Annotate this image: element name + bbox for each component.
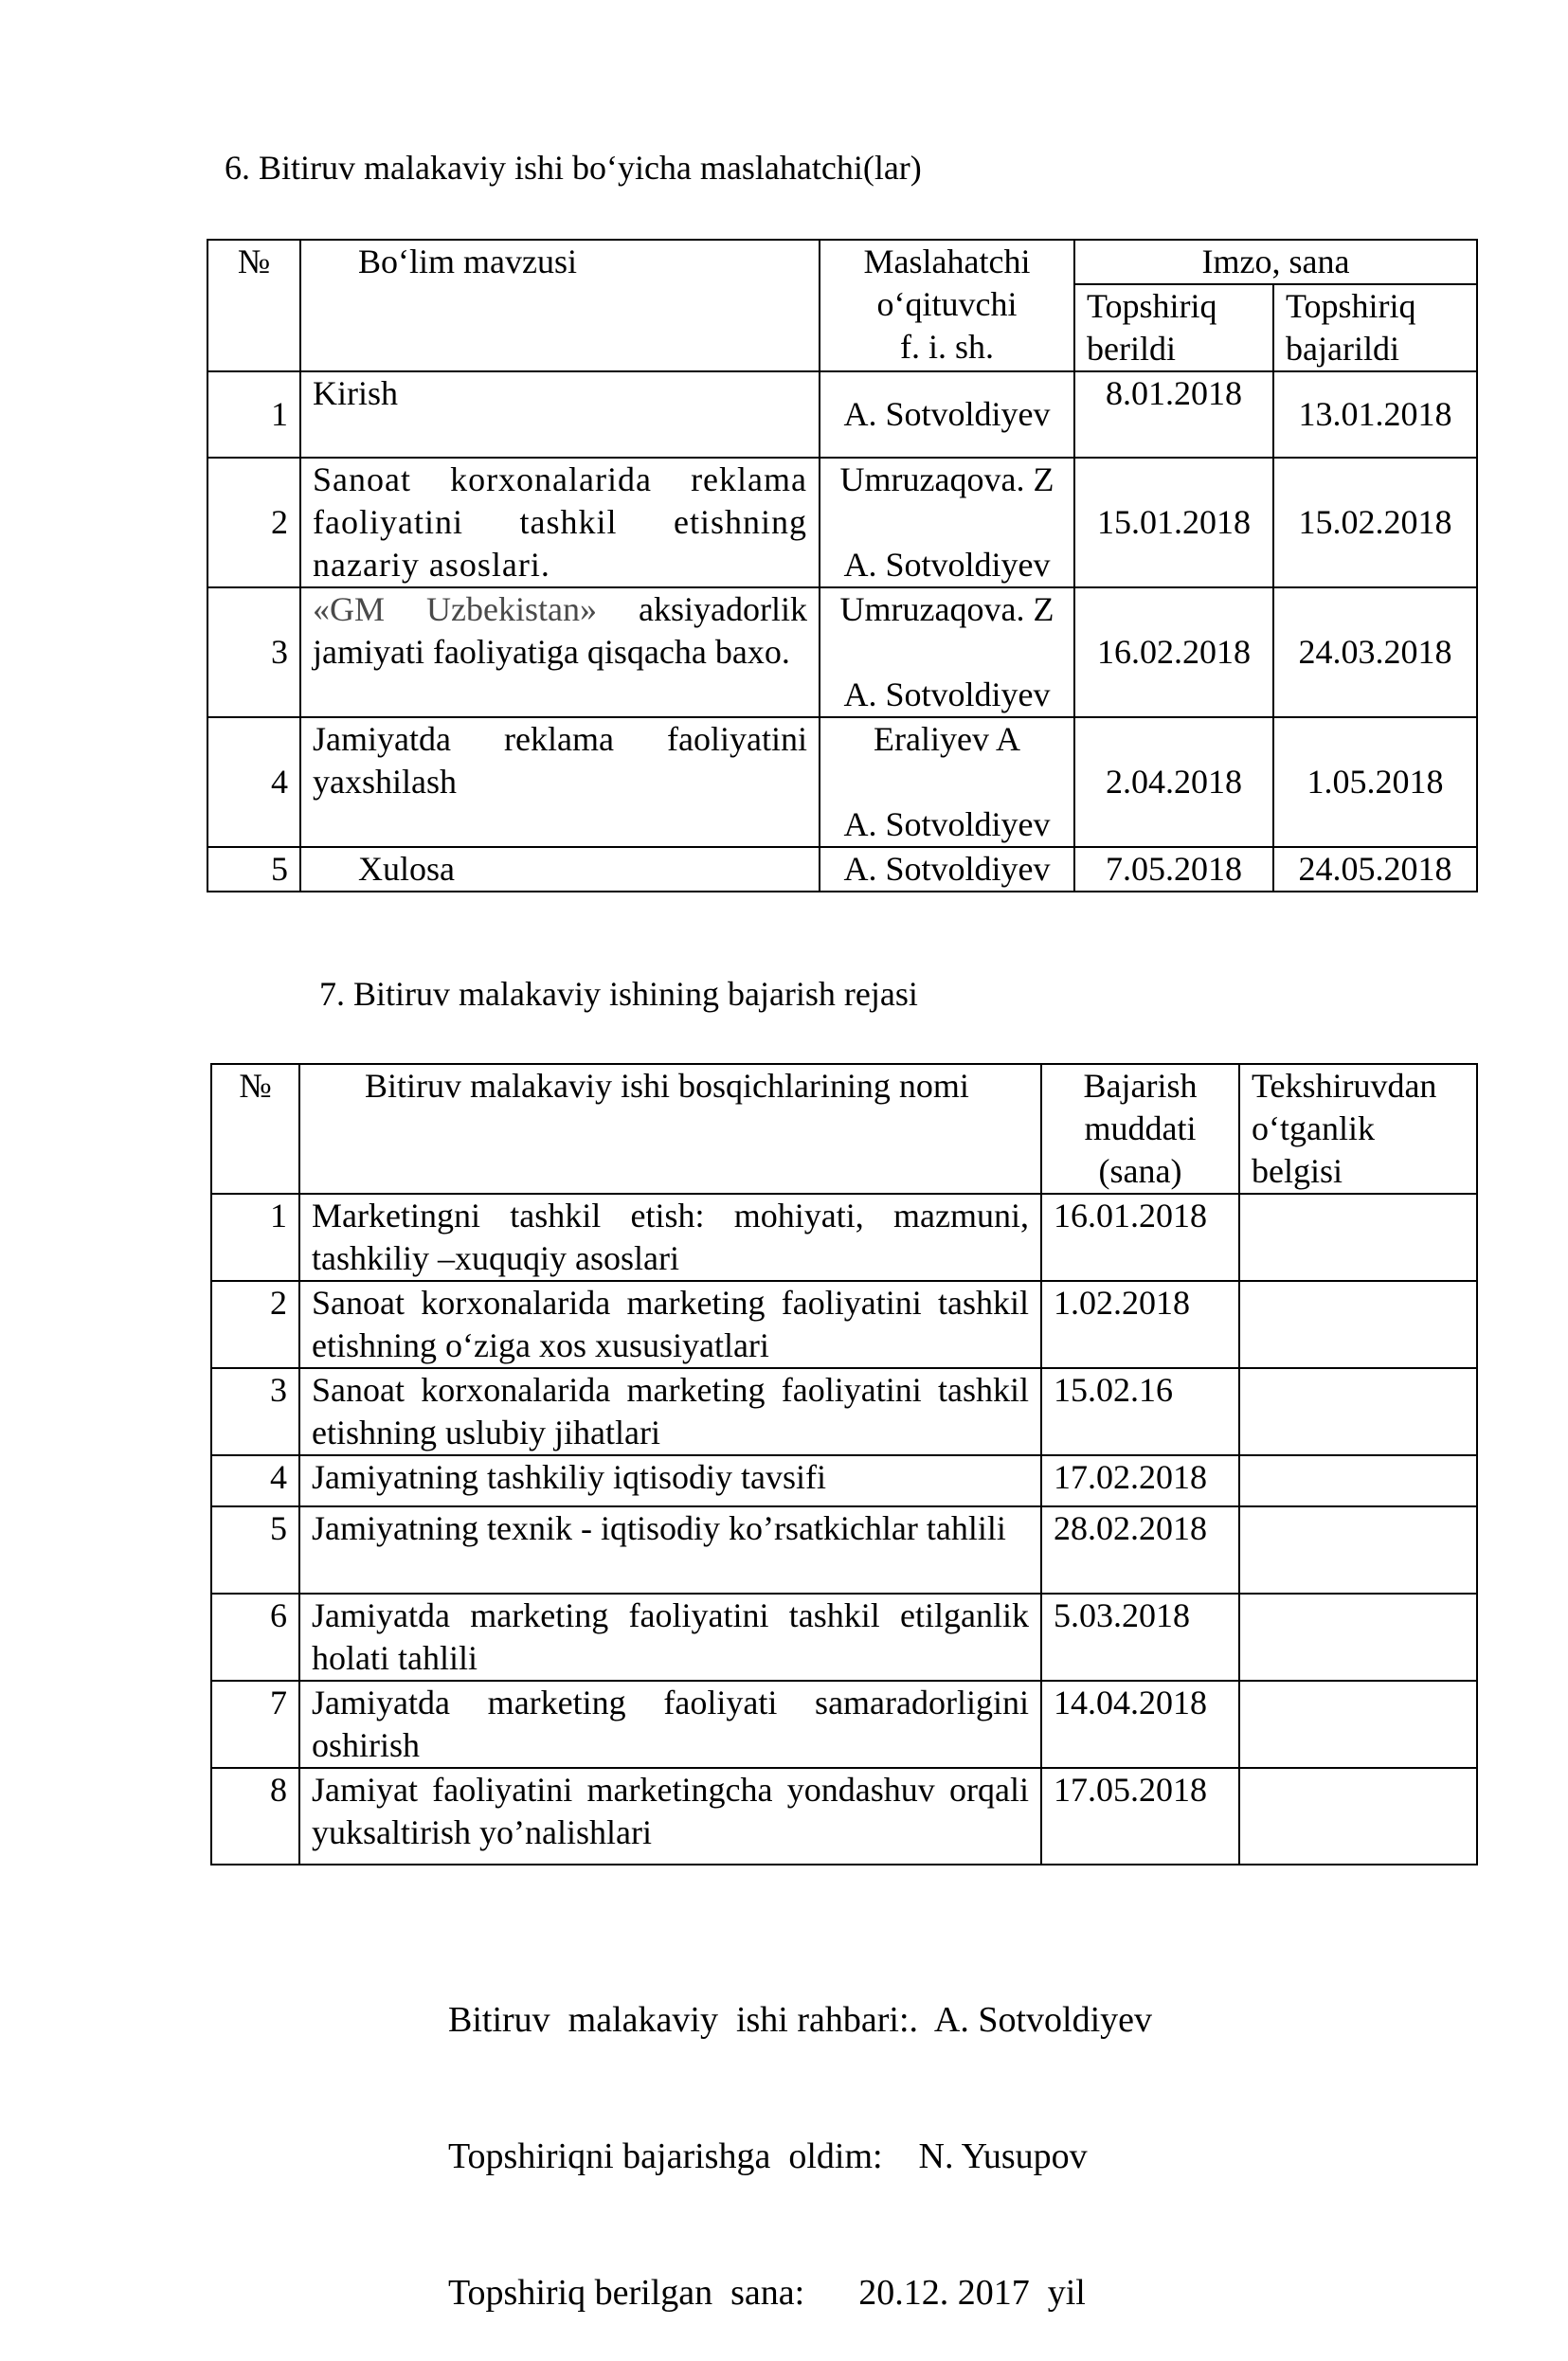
table-row [211, 1368, 1477, 1455]
header-check-line1: Tekshiruvdan [1252, 1067, 1437, 1105]
row-num: 4 [207, 717, 300, 847]
row-deadline: 15.02.16 [1041, 1368, 1239, 1455]
row-given-date: 8.01.2018 [1074, 371, 1273, 458]
header-signature: Imzo, sana [1074, 240, 1477, 284]
header-check-line2: o‘tganlik [1252, 1109, 1375, 1147]
row-deadline: 5.03.2018 [1041, 1594, 1239, 1681]
issue-date-line: Topshiriq berilgan sana: 20.12. 2017 yil [448, 2273, 1086, 2313]
header-advisor-line2: o‘qituvchi [876, 285, 1018, 323]
header-advisor-line1: Maslahatchi [863, 243, 1031, 280]
header-check-line3: belgisi [1252, 1152, 1343, 1190]
row-given-date: 7.05.2018 [1074, 847, 1273, 892]
advisors-header-row [207, 240, 1477, 284]
header-topic: Bo‘lim mavzusi [300, 240, 820, 371]
row-topic-rest: aksiyadorlik jamiyati faoliyatiga qisqacha baxo. [313, 590, 807, 671]
row-num: 8 [211, 1768, 299, 1865]
table-row [211, 1506, 1477, 1594]
row-topic [300, 587, 820, 717]
row-num: 2 [211, 1281, 299, 1368]
header-given [1074, 284, 1273, 371]
table-row [207, 587, 1477, 717]
header-given-line2: berildi [1087, 330, 1176, 368]
header-given-line1: Topshiriq [1087, 287, 1217, 325]
header-deadline [1041, 1064, 1239, 1194]
row-check [1239, 1681, 1477, 1768]
row-num: 2 [207, 458, 300, 587]
row-advisor: A. Sotvoldiyev [820, 371, 1074, 458]
row-stage: Jamiyatning tashkiliy iqtisodiy tavsifi [299, 1455, 1041, 1506]
table-row [211, 1681, 1477, 1768]
row-check [1239, 1194, 1477, 1281]
row-check [1239, 1368, 1477, 1455]
row-topic: Sanoat korxonalarida reklama faoliyatini tashkil etishning nazariy asoslari. [300, 458, 820, 587]
advisor-top: Eraliyev A [874, 720, 1020, 758]
table-row [211, 1594, 1477, 1681]
row-deadline: 16.01.2018 [1041, 1194, 1239, 1281]
table-row [211, 1455, 1477, 1506]
row-stage: Jamiyat faoliyatini marketingcha yondashuv orqali yuksaltirish yo’nalishlari [299, 1768, 1041, 1865]
plan-table [210, 1063, 1478, 1865]
row-num: 1 [211, 1194, 299, 1281]
row-given-date: 2.04.2018 [1074, 717, 1273, 847]
row-stage: Jamiyatda marketing faoliyati samaradorligini oshirish [299, 1681, 1041, 1768]
header-done [1273, 284, 1477, 371]
row-num: 3 [207, 587, 300, 717]
accepted-by-line: Topshiriqni bajarishga oldim: N. Yusupov [448, 2136, 1088, 2176]
header-num: № [207, 240, 300, 371]
header-done-line2: bajarildi [1286, 330, 1399, 368]
row-stage: Jamiyatning texnik - iqtisodiy ko’rsatkichlar tahlili [299, 1506, 1041, 1594]
row-done-date: 13.01.2018 [1273, 371, 1477, 458]
table-row [211, 1194, 1477, 1281]
row-given-date: 15.01.2018 [1074, 458, 1273, 587]
row-num: 4 [211, 1455, 299, 1506]
row-check [1239, 1455, 1477, 1506]
section6-title: 6. Bitiruv malakaviy ishi bo‘yicha maslahatchi(lar) [225, 149, 922, 187]
header-stage: Bitiruv malakaviy ishi bosqichlarining nomi [299, 1064, 1041, 1194]
row-deadline: 28.02.2018 [1041, 1506, 1239, 1594]
row-advisor [820, 587, 1074, 717]
row-topic: Xulosa [300, 847, 820, 892]
row-check [1239, 1594, 1477, 1681]
table-row [207, 371, 1477, 458]
table-row [207, 717, 1477, 847]
row-stage: Sanoat korxonalarida marketing faoliyatini tashkil etishning uslubiy jihatlari [299, 1368, 1041, 1455]
row-check [1239, 1281, 1477, 1368]
row-stage: Marketingni tashkil etish: mohiyati, mazmuni, tashkiliy –xuquqiy asoslari [299, 1194, 1041, 1281]
row-num: 5 [207, 847, 300, 892]
advisor-top: Umruzaqova. Z [839, 590, 1054, 628]
row-done-date: 24.05.2018 [1273, 847, 1477, 892]
header-advisor-line3: f. i. sh. [900, 328, 994, 366]
brand-name: «GM Uzbekistan» [313, 590, 597, 628]
row-done-date: 1.05.2018 [1273, 717, 1477, 847]
row-done-date: 15.02.2018 [1273, 458, 1477, 587]
row-advisor [820, 717, 1074, 847]
row-given-date: 16.02.2018 [1074, 587, 1273, 717]
signoff-block [448, 1906, 1152, 2361]
table-row [207, 458, 1477, 587]
table-row [211, 1768, 1477, 1865]
row-deadline: 17.05.2018 [1041, 1768, 1239, 1865]
row-topic: Kirish [300, 371, 820, 458]
row-stage: Jamiyatda marketing faoliyatini tashkil etilganlik holati tahlili [299, 1594, 1041, 1681]
advisor-bottom: A. Sotvoldiyev [843, 805, 1051, 843]
row-check [1239, 1506, 1477, 1594]
row-num: 5 [211, 1506, 299, 1594]
row-num: 1 [207, 371, 300, 458]
supervisor-line: Bitiruv malakaviy ishi rahbari:. A. Sotvoldiyev [448, 2000, 1153, 2040]
header-deadline-line1: Bajarish [1083, 1067, 1198, 1105]
row-num: 3 [211, 1368, 299, 1455]
row-deadline: 1.02.2018 [1041, 1281, 1239, 1368]
advisor-bottom: A. Sotvoldiyev [843, 546, 1051, 584]
header-deadline-line3: (sana) [1098, 1152, 1182, 1190]
section7-title: 7. Bitiruv malakaviy ishining bajarish rejasi [319, 975, 918, 1013]
advisors-table [207, 239, 1478, 892]
header-done-line1: Topshiriq [1286, 287, 1416, 325]
row-stage: Sanoat korxonalarida marketing faoliyatini tashkil etishning o‘ziga xos xususiyatlari [299, 1281, 1041, 1368]
row-deadline: 17.02.2018 [1041, 1455, 1239, 1506]
header-deadline-line2: muddati [1084, 1109, 1197, 1147]
row-num: 7 [211, 1681, 299, 1768]
table-row [211, 1281, 1477, 1368]
plan-header-row [211, 1064, 1477, 1194]
header-advisor [820, 240, 1074, 371]
row-advisor [820, 458, 1074, 587]
row-deadline: 14.04.2018 [1041, 1681, 1239, 1768]
row-topic: Jamiyatda reklama faoliyatini yaxshilash [300, 717, 820, 847]
row-num: 6 [211, 1594, 299, 1681]
header-check [1239, 1064, 1477, 1194]
advisor-bottom: A. Sotvoldiyev [843, 676, 1051, 713]
advisor-top: Umruzaqova. Z [839, 460, 1054, 498]
row-done-date: 24.03.2018 [1273, 587, 1477, 717]
header-num: № [211, 1064, 299, 1194]
table-row [207, 847, 1477, 892]
row-advisor: A. Sotvoldiyev [820, 847, 1074, 892]
row-check [1239, 1768, 1477, 1865]
